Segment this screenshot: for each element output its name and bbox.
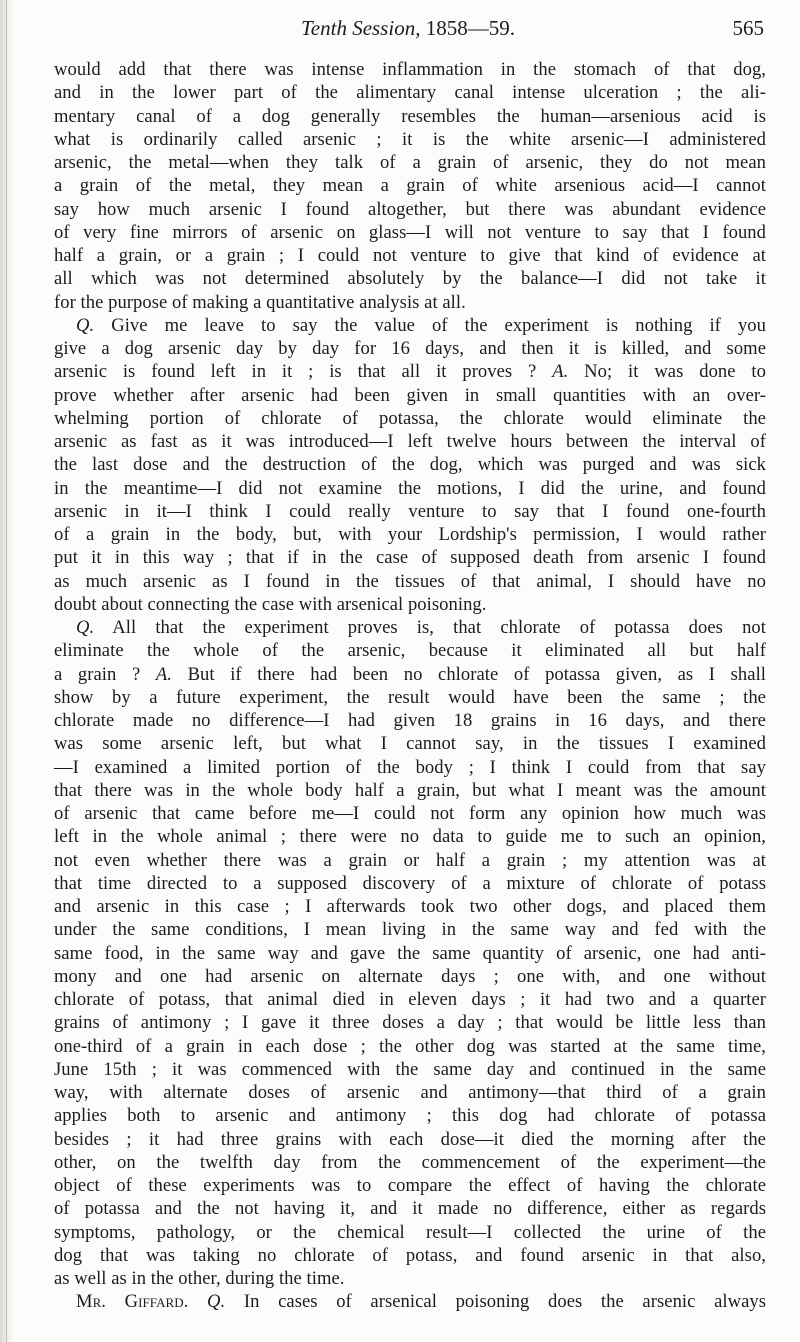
text-line: dog that was taking no chlorate of potass, and found arsenic in that also, [54,1244,766,1266]
text-line: the last dose and the destruction of the dog, which was purged and was sick [54,454,766,476]
answer-text: No; it was done to [584,361,766,383]
text-line: of a grain in the body, but, with your Lordship's permission, I would rather [54,524,766,545]
text-line: put it in this way ; that if in the case of supposed death from arsenic I found [54,547,766,569]
text-line: applies both to arsenic and antimony ; this dog had chlorate of potassa [54,1105,766,1127]
text-line: arsenic in it—I think I could really venture to say that I found one-fourth [54,500,766,522]
text-line: doubt about connecting the case with arsenical poisoning. [54,593,487,615]
text-line: all which was not determined absolutely by the balance—I did not take it [54,268,766,290]
text-line: besides ; it had three grains with each dose—it died the morning after the [54,1128,766,1150]
text-line: object of these experiments was to compare the effect of having the chlorate [54,1175,766,1196]
text-line: arsenic, the metal—when they talk of a grain of arsenic, they do not mean [54,152,766,173]
text-line: half a grain, or a grain ; I could not venture to give that kind of evidence at [54,245,766,266]
page-number: 565 [732,16,764,40]
question-text: a grain ? [54,663,141,685]
transcript-body [54,58,766,1314]
question-text: All that the experiment proves is, that chlorate of potassa does not [112,617,766,638]
speaker-name: Mr. Giffard. [76,1291,189,1313]
text-line: of arsenic that came before me—I could not form any opinion how much was [54,803,766,824]
text-line: say how much arsenic I found altogether, but there was abundant evidence [54,198,766,220]
binding-gutter-shadow [0,0,14,1342]
text-line: whelming portion of chlorate of potassa, the chlorate would eliminate the [54,407,766,429]
text-line: chlorate made no difference—I had given 18 grains in 16 days, and there [54,710,766,731]
running-header [52,16,764,50]
text-line: —I examined a limited portion of the body ; I think I could from that say [54,756,766,778]
question-marker: Q. [76,314,95,336]
question-line [54,616,766,639]
running-title [52,16,764,41]
text-line: mentary canal of a dog generally resembles the human—arsenious acid is [54,105,766,127]
text-line: left in the whole animal ; there were no data to guide me to such an opinion, [54,826,766,848]
answer-marker: A. [155,663,172,685]
text-line: symptoms, pathology, or the chemical result—I collected the urine of the [54,1221,766,1243]
text-line: of very fine mirrors of arsenic on glass—I will not venture to say that I found [54,221,766,243]
text-line: as well as in the other, during the time. [54,1268,345,1289]
text-line: of potassa and the not having it, and it made no difference, either as regards [54,1198,766,1220]
text-line: a grain of the metal, they mean a grain of white arsenious acid—I cannot [54,175,766,197]
text-line: that time directed to a supposed discovery of a mixture of chlorate of potass [54,872,766,894]
text-line: and arsenic in this case ; I afterwards took two other dogs, and placed them [54,896,766,917]
running-title-years: 1858—59. [425,16,515,40]
text-line: not even whether there was a grain or half a grain ; my attention was at [54,849,766,871]
text-line: show by a future experiment, the result would have been the same ; the [54,686,766,708]
answer-text: But if there had been no chlorate of potassa given, as I shall [187,663,766,685]
text-line: give a dog arsenic day by day for 16 days, and then it is killed, and some [54,338,766,359]
text-line: would add that there was intense inflammation in the stomach of that dog, [54,59,766,80]
text-line: June 15th ; it was commenced with the same day and continued in the same [54,1058,766,1080]
running-title-session: Tenth Session, [301,16,421,40]
question-text: Give me leave to say the value of the experiment is nothing if you [111,314,766,336]
text-line: for the purpose of making a quantitative analysis at all. [54,291,466,313]
qa-line [54,663,766,686]
text-line: and in the lower part of the alimentary canal intense ulceration ; the ali- [54,82,766,104]
qa-line [54,360,766,383]
text-line: was some arsenic left, but what I cannot say, in the tissues I examined [54,733,766,755]
text-line: as much arsenic as I found in the tissues of that animal, I should have no [54,570,766,592]
text-line: one-third of a grain in each dose ; the other dog was started at the same time, [54,1035,766,1057]
question-line [54,314,766,337]
question-marker: Q. [76,617,95,638]
text-line: way, with alternate doses of arsenic and antimony—that third of a grain [54,1082,766,1103]
text-line: eliminate the whole of the arsenic, because it eliminated all but half [54,640,766,662]
question-text: arsenic is found left in it ; is that all it proves ? [54,361,537,383]
answer-marker: A. [552,361,569,383]
text-line: what is ordinarily called arsenic ; it is the white arsenic—I administered [54,128,766,150]
text-line: prove whether after arsenic had been given in small quantities with an over- [54,384,766,406]
speaker-question-line [54,1290,766,1313]
text-line: in the meantime—I did not examine the motions, I did the urine, and found [54,477,766,499]
text-line: other, on the twelfth day from the commencement of the experiment—the [54,1151,766,1173]
text-line: mony and one had arsenic on alternate days ; one with, and one without [54,965,766,987]
question-text: In cases of arsenical poisoning does the arsenic always [243,1291,766,1313]
binding-gutter-line [6,0,7,1342]
text-line: arsenic as fast as it was introduced—I left twelve hours between the interval of [54,431,766,452]
text-line: under the same conditions, I mean living in the same way and fed with the [54,919,766,941]
question-marker: Q. [207,1291,226,1313]
text-line: grains of antimony ; I gave it three doses a day ; that would be little less than [54,1012,766,1034]
text-line: same food, in the same way and gave the same quantity of arsenic, one had anti- [54,942,766,964]
text-line: chlorate of potass, that animal died in eleven days ; it had two and a quarter [54,989,766,1010]
text-line: that there was in the whole body half a grain, but what I meant was the amount [54,779,766,801]
